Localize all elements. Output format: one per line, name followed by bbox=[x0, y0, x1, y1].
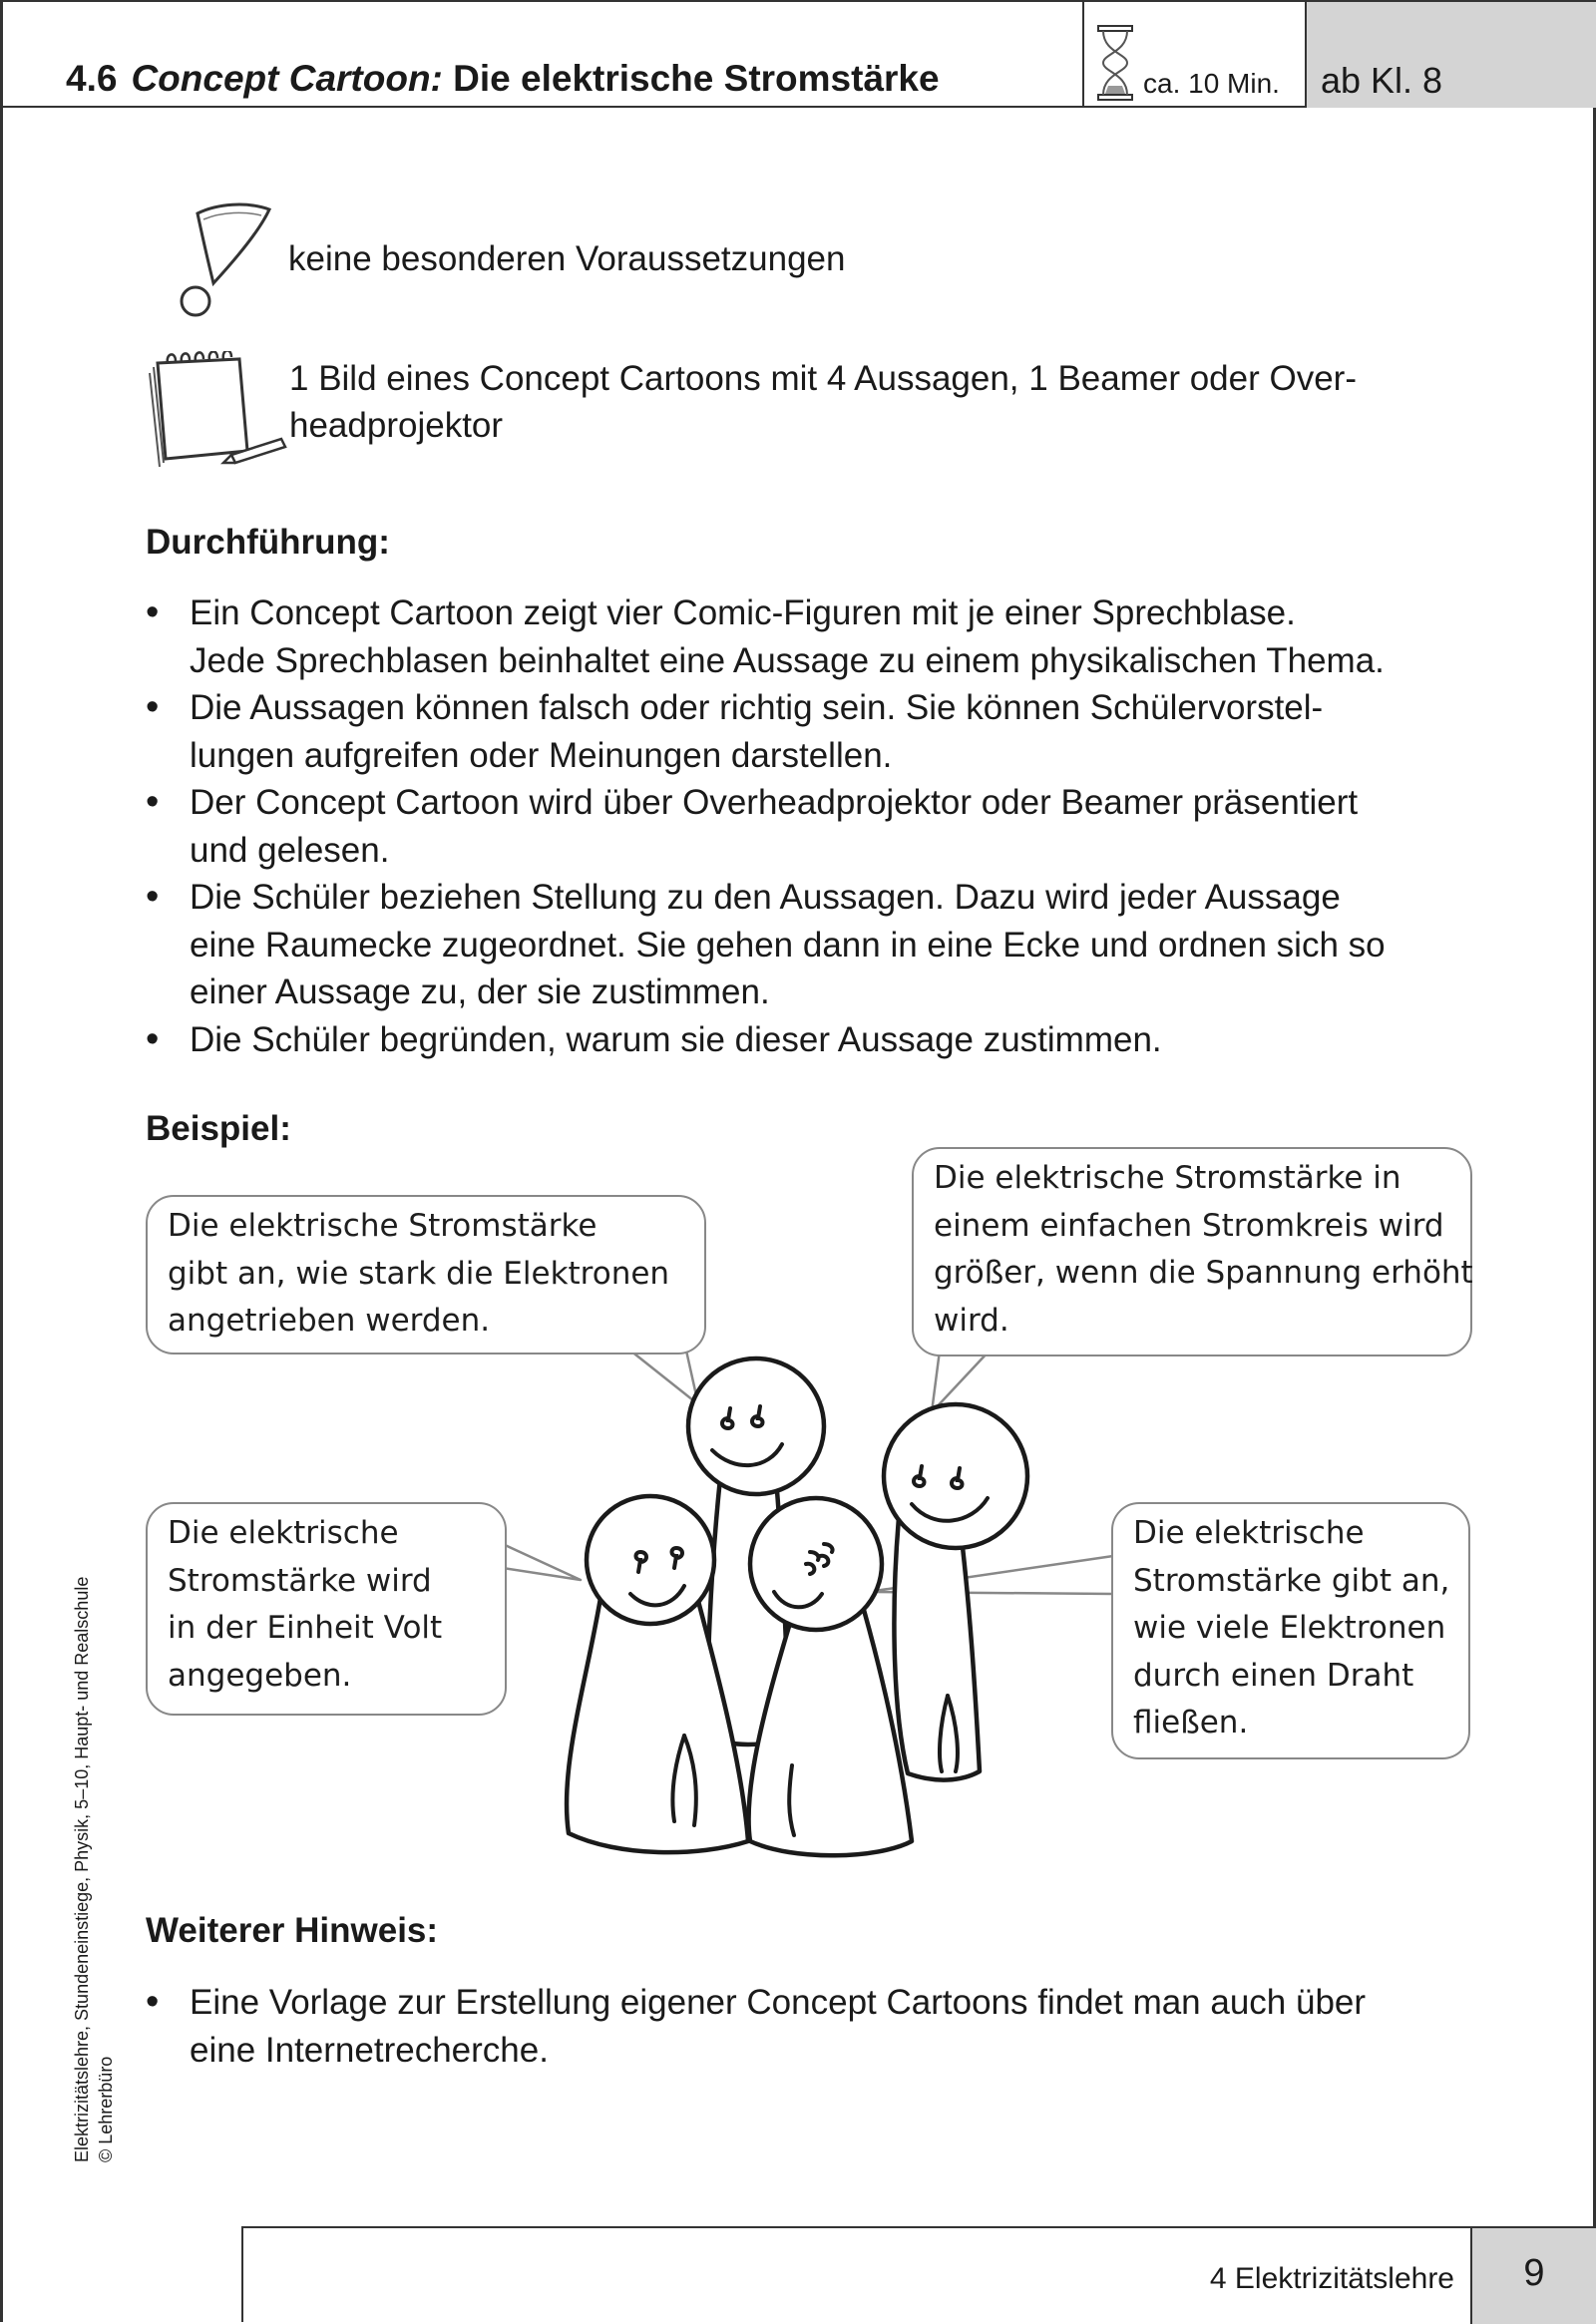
grade-label: ab Kl. 8 bbox=[1321, 60, 1443, 101]
page-footer bbox=[241, 2226, 1596, 2322]
notes-list bbox=[146, 1979, 1462, 2074]
prerequisites-text: keine besonderen Voraussetzungen bbox=[288, 239, 846, 278]
speech-bubble-3: Die elektrische Stromstärke wird in der Einheit Volt angegeben. bbox=[146, 1502, 507, 1716]
materials-line-2: headprojektor bbox=[289, 406, 504, 445]
speech-bubble-2: Die elektrische Stromstärke in einem einfachen Stromkreis wird größer, wenn die Spannung erhöht wird. bbox=[912, 1147, 1472, 1356]
title-italic: Concept Cartoon: bbox=[131, 58, 443, 99]
list-item: • Die Schüler beziehen Stellung zu den Aussagen. Dazu wird jeder Aussage eine Raumecke zugeordnet. Sie gehen dann in eine Ecke und ordnen sich so einer Aussage zu, der sie zustimmen. bbox=[146, 874, 1462, 1016]
speech-bubble-1: Die elektrische Stromstärke gibt an, wie stark die Elektronen angetrieben werden. bbox=[146, 1195, 706, 1355]
speech-bubble-4: Die elektrische Stromstärke gibt an, wie viele Elektronen durch einen Draht fließen. bbox=[1111, 1502, 1470, 1759]
page-number-box bbox=[1470, 2228, 1596, 2324]
duration-label: ca. 10 Min. bbox=[1143, 68, 1280, 99]
title-rest: Die elektrische Stromstärke bbox=[453, 58, 940, 99]
notes-heading: Weiterer Hinweis: bbox=[146, 1911, 439, 1950]
section-number: 4.6 bbox=[66, 58, 118, 99]
list-item: • Der Concept Cartoon wird über Overheadprojektor oder Beamer präsentiert und gelesen. bbox=[146, 779, 1462, 874]
list-item: • Eine Vorlage zur Erstellung eigener Concept Cartoons findet man auch über eine Internetrecherche. bbox=[146, 1979, 1462, 2074]
example-heading: Beispiel: bbox=[146, 1109, 291, 1148]
list-item: • Die Aussagen können falsch oder richtig sein. Sie können Schülervorstel- lungen aufgreifen oder Meinungen darstellen. bbox=[146, 684, 1462, 779]
sidebar-credits: Elektrizitätslehre, Stundeneinstiege, Physik, 5–10, Haupt- und Realschule © Lehrerbüro bbox=[72, 1576, 116, 2162]
procedure-heading: Durchführung: bbox=[146, 523, 390, 562]
footer-chapter: 4 Elektrizitätslehre bbox=[1209, 2262, 1454, 2295]
materials-line-1: 1 Bild eines Concept Cartoons mit 4 Aussagen, 1 Beamer oder Over- bbox=[289, 359, 1357, 398]
page-number: 9 bbox=[1523, 2252, 1545, 2294]
list-item: • Die Schüler begründen, warum sie dieser Aussage zustimmen. bbox=[146, 1016, 1462, 1064]
list-item: • Ein Concept Cartoon zeigt vier Comic-Figuren mit je einer Sprechblase. Jede Sprechblasen beinhaltet eine Aussage zu einem physikalischen Thema. bbox=[146, 589, 1462, 684]
